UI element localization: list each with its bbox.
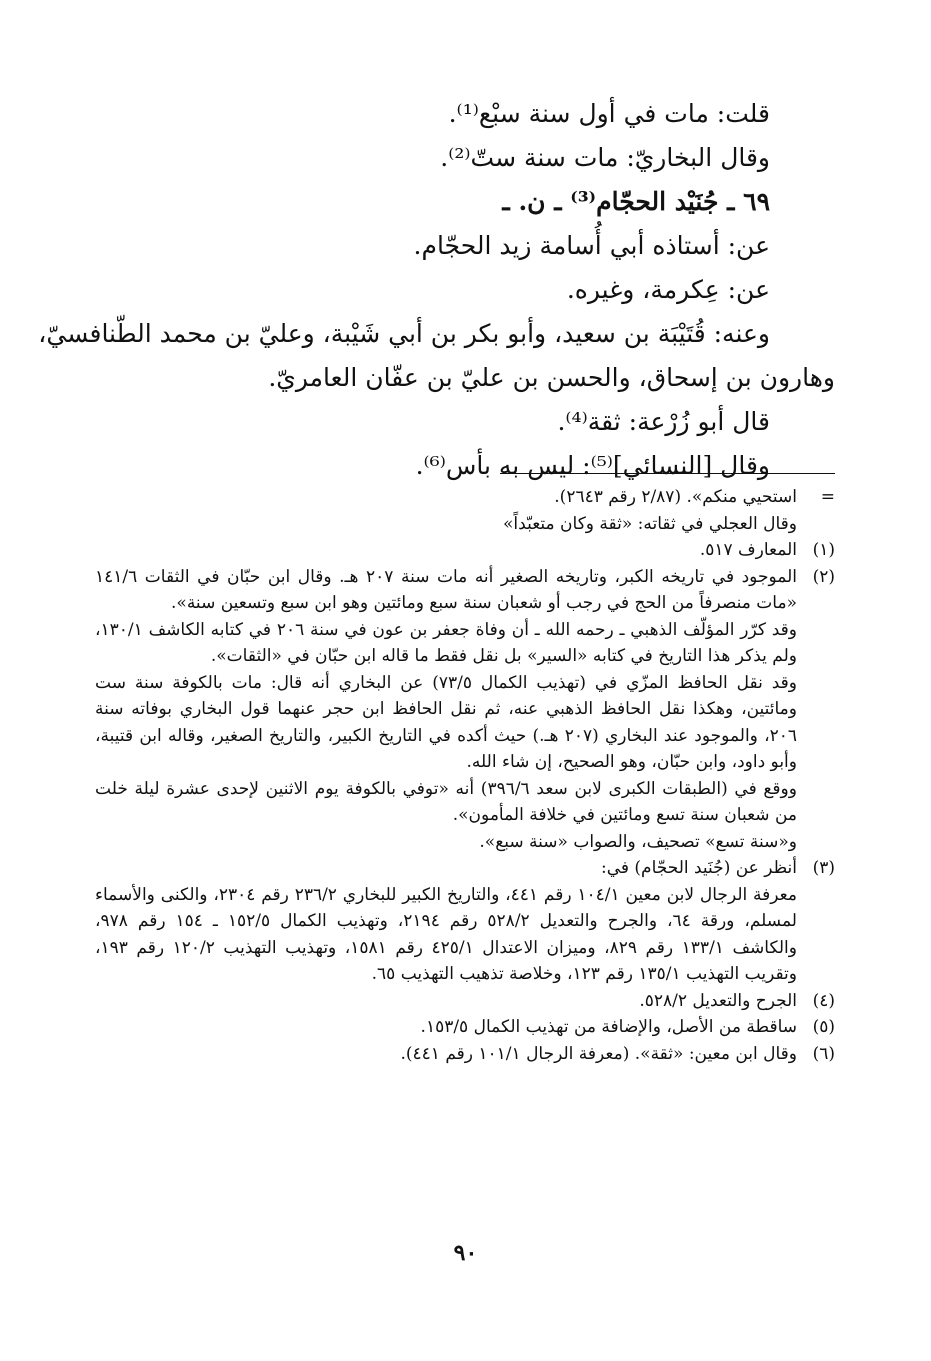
main-line: عن: عِكرمة، وغيره.: [566, 275, 770, 304]
footnote-text: الموجود في تاريخه الكبر، وتاريخه الصغير أنه مات سنة ٢٠٧ هـ. وقال ابن حبّان في الثقات ١٤١/٦ «مات منصرفاً من الحج في رجب أو شعبان سنة سبع ومائتين وهو ابن سبع وتسعين سنة».: [95, 566, 797, 613]
footnote-text: و«سنة تسع» تصحيف، والصواب «سنة سبع».: [479, 831, 797, 852]
footnote-text: ووقع في (الطبقات الكبرى لابن سعد ٣٩٦/٦) أنه «توفي بالكوفة يوم الاثنين لإحدى عشرة ليلة خلت من شعبان سنة تسع ومائتين في خلافة المأمون».: [95, 778, 797, 825]
footnote-marker: (٦): [812, 1043, 835, 1064]
footnote-1: [95, 537, 835, 564]
footnote-marker: (٤): [812, 990, 835, 1011]
footnote-continuation: [95, 484, 835, 537]
footnote-text: ساقطة من الأصل، والإضافة من تهذيب الكمال ١٥٣/٥.: [420, 1017, 797, 1037]
footnote-marker: (٢): [812, 566, 835, 587]
footnote-text: وقد كرّر المؤلّف الذهبي ـ رحمه الله ـ أن وفاة جعفر بن عون في سنة ٢٠٦ في كتابه الكاشف ١٣٠/١، ولم يذكر هذا التاريخ في كتابه «السير» بل نقل فقط ما قاله ابن حبّان في «الثقات».: [95, 619, 797, 666]
footnote-text: أنظر عن (جُنَيد الحجّام) في:: [600, 858, 797, 878]
footnote-6: [95, 1041, 835, 1068]
footnotes: [95, 484, 835, 1067]
main-text: [38, 92, 835, 488]
main-line: وعنه: قُتَيْبَة بن سعيد، وأبو بكر بن أبي شَيْبة، وعليّ بن محمد الطّنافسيّ،: [38, 319, 770, 348]
footnote-marker: (٣): [812, 858, 835, 878]
footnote-text: وقال العجلي في ثقاته: «ثقة وكان متعبّداً»: [503, 513, 797, 534]
entry-heading: ٦٩ ـ جُنَيْد الحجّام⁽³⁾ ـ ن. ـ: [502, 187, 770, 216]
footnote-marker: (١): [812, 540, 835, 560]
main-line: وهارون بن إسحاق، والحسن بن عليّ بن عفّان العامريّ.: [268, 363, 835, 392]
main-line: قلت: مات في أول سنة سبْع⁽¹⁾.: [448, 99, 770, 128]
footnote-2: [95, 564, 835, 856]
footnote-text: الجرح والتعديل ٥٢٨/٢.: [639, 990, 797, 1011]
footnote-3: [95, 855, 835, 988]
footnote-text: وقال ابن معين: «ثقة». (معرفة الرجال ١٠١/١ رقم ٤٤١).: [400, 1043, 797, 1064]
main-line: قال أبو زُرْعة: ثقة⁽⁴⁾.: [557, 407, 770, 436]
footnote-5: [95, 1014, 835, 1041]
main-line: وقال البخاريّ: مات سنة ستّ⁽²⁾.: [440, 143, 770, 172]
footnote-text: وقد نقل الحافظ المزّي في (تهذيب الكمال ٧٣/٥) عن البخاري أنه قال: مات بالكوفة سنة ست ومائتين، وهكذا نقل الحافظ الذهبي عنه، ثم نقل الحافظ ابن حجر عنهما قول البخاري بوفاته سنة ٢٠٦، والموجود عند البخاري (٢٠٧ هـ.) حيث أكده في التاريخ الكبير، والتاريخ الصغير، وقاله ابن قتيبة، وأبو داود، وابن حبّان، وهو الصحيح، إن شاء الله.: [95, 672, 798, 772]
footnote-divider: [500, 473, 835, 474]
footnote-text: استحيي منكم». (٢/٨٧ رقم ٢٦٤٣).: [554, 487, 797, 507]
page-number: ٩٠: [453, 1240, 478, 1266]
footnote-text: المعارف ٥١٧.: [699, 540, 797, 560]
footnote-text: معرفة الرجال لابن معين ١٠٤/١ رقم ٤٤١، والتاريخ الكبير للبخاري ٢٣٦/٢ رقم ٢٣٠٤، والكنى والأسماء لمسلم، ورقة ٦٤، والجرح والتعديل ٥٢٨/٢ رقم ٢١٩٤، وتهذيب الكمال ١٥٢/٥ ـ ١٥٤ رقم ٩٧٨، والكاشف ١٣٣/١ رقم ٨٢٩، وميزان الاعتدال ٤٢٥/١ رقم ١٥٨١، وتهذيب التهذيب ١٢٠/٢ رقم ١٩٣، وتقريب التهذيب ١٣٥/١ رقم ١٢٣، وخلاصة تذهيب التهذيب ٦٥.: [95, 884, 797, 984]
main-line: وقال [النسائي]⁽⁵⁾: ليس به بأس⁽⁶⁾.: [415, 451, 770, 480]
footnote-marker: (٥): [812, 1017, 835, 1037]
main-line: عن: أستاذه أبي أُسامة زيد الحجّام.: [413, 231, 770, 260]
footnote-4: [95, 988, 835, 1015]
footnote-marker: =: [820, 487, 835, 507]
